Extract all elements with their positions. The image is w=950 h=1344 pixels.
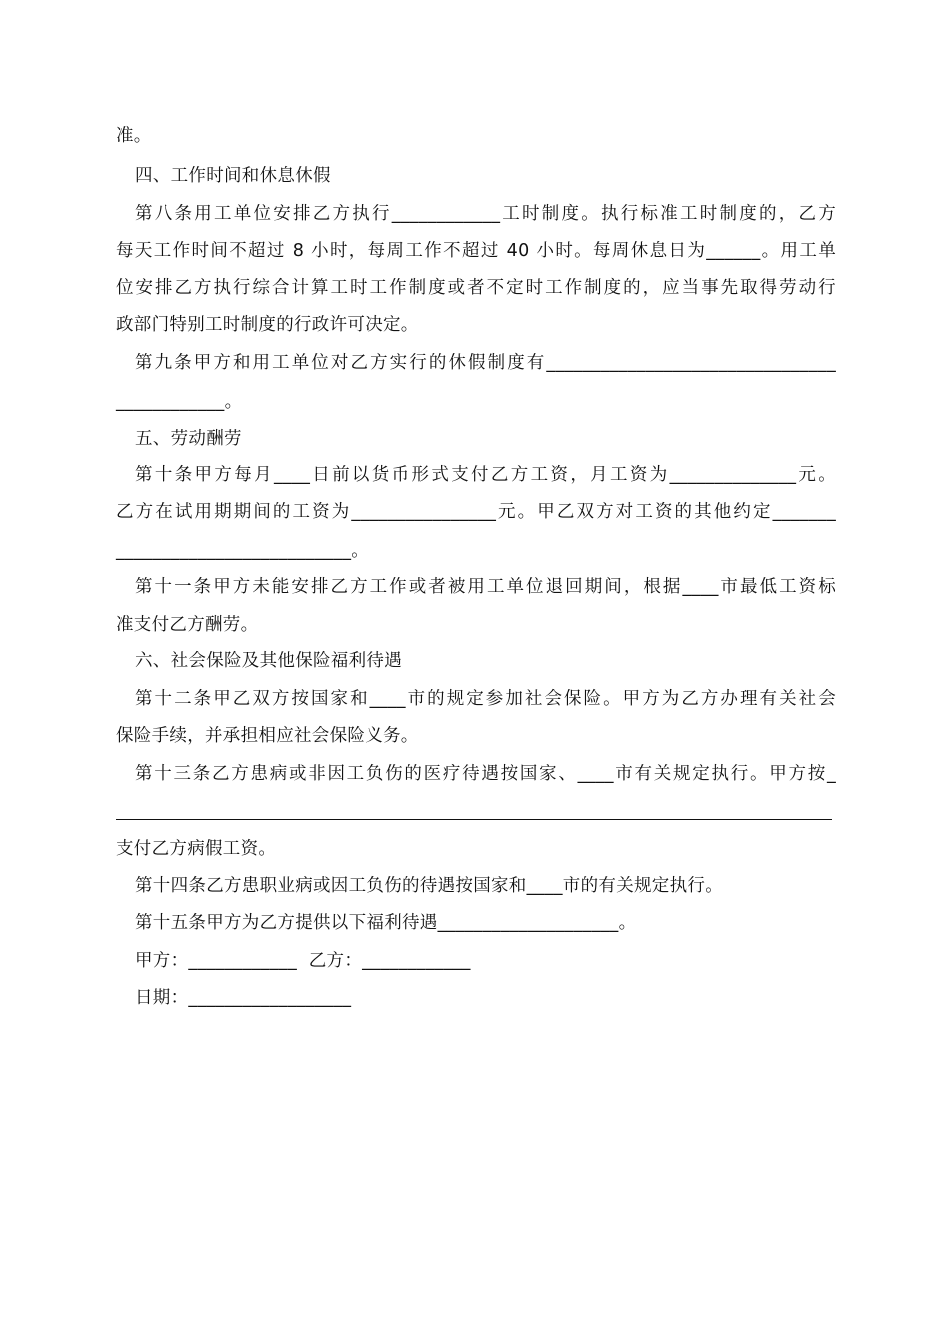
date-line: 日期：__________________ (135, 988, 352, 1008)
article-11-line: 第十一条甲方未能安排乙方工作或者被用工单位退回期间，根据____市最低工资标 (135, 577, 836, 597)
article-8-line: 每天工作时间不超过 8 小时，每周工作不超过 40 小时。每周休息日为______。用工单 (116, 241, 836, 261)
article-13-line: 支付乙方病假工资。 (116, 839, 277, 859)
article-9-line: ____________。 (116, 392, 243, 412)
article-13-line: 第十三条乙方患病或非因工负伤的医疗待遇按国家、____市有关规定执行。甲方按_ (135, 764, 836, 784)
article-10-line: __________________________。 (116, 541, 370, 561)
article-9-line: 第九条甲方和用工单位对乙方实行的休假制度有________________________________ (135, 353, 836, 373)
article-12-line: 第十二条甲乙双方按国家和____市的规定参加社会保险。甲方为乙方办理有关社会 (135, 689, 836, 709)
article-11-line: 准支付乙方酬劳。 (116, 615, 259, 635)
section-heading-work-hours: 四、工作时间和休息休假 (135, 166, 331, 186)
signature-line: 甲方：____________ 乙方：____________ (135, 951, 471, 971)
article-10-line: 乙方在试用期期间的工资为________________元。甲乙双方对工资的其他约定_______ (116, 502, 836, 522)
article-12-line: 保险手续，并承担相应社会保险义务。 (116, 726, 419, 746)
article-8-line: 位安排乙方执行综合计算工时工作制度或者不定时工作制度的，应当事先取得劳动行 (116, 278, 836, 298)
article-14-line: 第十四条乙方患职业病或因工负伤的待遇按国家和____市的有关规定执行。 (135, 876, 723, 896)
blank-fill-line (116, 819, 832, 820)
section-heading-pay: 五、劳动酬劳 (135, 429, 242, 449)
article-8-line: 第八条用工单位安排乙方执行____________工时制度。执行标准工时制度的，乙方 (135, 204, 836, 224)
section-heading-insurance: 六、社会保险及其他保险福利待遇 (135, 651, 402, 671)
article-10-line: 第十条甲方每月____日前以货币形式支付乙方工资，月工资为______________元。 (135, 465, 836, 485)
article-8-line: 政部门特别工时制度的行政许可决定。 (116, 315, 419, 335)
article-15-line: 第十五条甲方为乙方提供以下福利待遇____________________。 (135, 913, 637, 933)
paragraph-line: 准。 (116, 126, 152, 146)
